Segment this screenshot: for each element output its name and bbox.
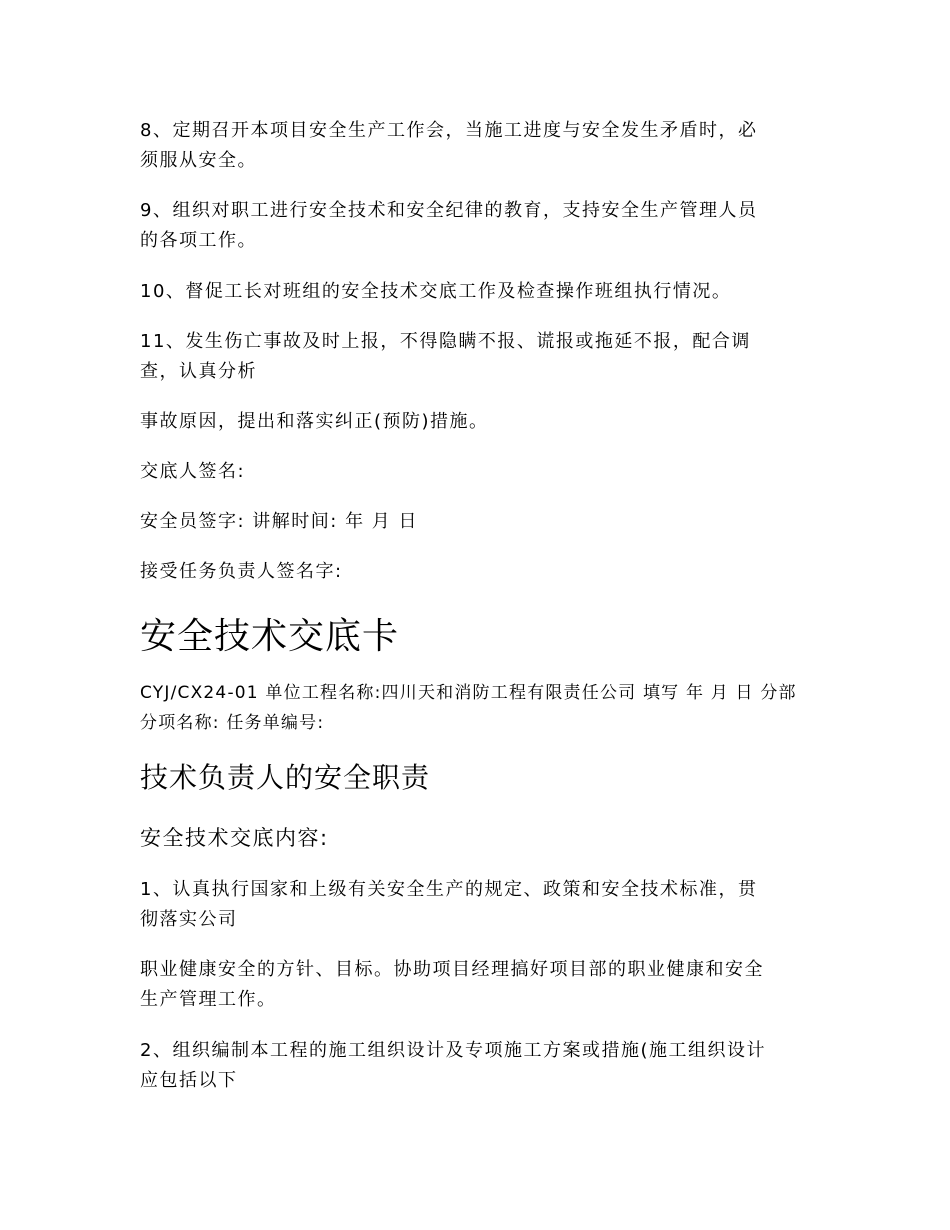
task-leader-signature (140, 557, 815, 587)
text-line: 1、认真执行国家和上级有关安全生产的规定、政策和安全技术标准，贯 (140, 879, 758, 900)
presenter-signature (140, 457, 815, 487)
text-line: 9、组织对职工进行安全技术和安全纪律的教育，支持安全生产管理人员 (140, 200, 758, 221)
paragraph-item-1 (140, 875, 815, 935)
text-line: 生产管理工作。 (140, 989, 277, 1010)
text-line: 应包括以下 (140, 1070, 238, 1091)
text-line: 接受任务负责人签名字: (140, 561, 343, 582)
card-info (140, 678, 815, 738)
card-title: 安全技术交底卡 (140, 616, 400, 657)
text-line: 10、督促工长对班组的安全技术交底工作及检查操作班组执行情况。 (140, 281, 732, 302)
paragraph-item-10 (140, 277, 815, 307)
text-line: 交底人签名: (140, 461, 246, 482)
paragraph-item-8 (140, 116, 815, 176)
text-line: 的各项工作。 (140, 230, 257, 251)
text-line: 彻落实公司 (140, 909, 238, 930)
text-line: 11、发生伤亡事故及时上报，不得隐瞒不报、谎报或拖延不报，配合调 (140, 331, 751, 352)
text-line: 分项名称: 任务单编号: (140, 713, 325, 733)
paragraph-ohs-policy (140, 955, 815, 1015)
safety-officer-signature (140, 507, 815, 537)
text-line: 职业健康安全的方针、目标。协助项目经理搞好项目部的职业健康和安全 (140, 959, 764, 980)
text-line: 2、组织编制本工程的施工组织设计及专项施工方案或措施(施工组织设计 (140, 1040, 766, 1061)
paragraph-accident-cause (140, 407, 815, 437)
text-line: 事故原因，提出和落实纠正(预防)措施。 (140, 411, 489, 432)
paragraph-item-9 (140, 196, 815, 256)
section-title: 技术负责人的安全职责 (140, 761, 431, 794)
content-heading: 安全技术交底内容: (140, 826, 329, 850)
text-line: 安全员签字: 讲解时间: 年 月 日 (140, 511, 419, 532)
text-line: 须服从安全。 (140, 150, 257, 171)
paragraph-item-2 (140, 1036, 815, 1096)
text-line: 8、定期召开本项目安全生产工作会，当施工进度与安全发生矛盾时，必 (140, 120, 758, 141)
paragraph-item-11 (140, 327, 815, 387)
text-line: 查，认真分析 (140, 361, 257, 382)
text-line: CYJ/CX24-01 单位工程名称:四川天和消防工程有限责任公司 填写 年 月 日 分部 (140, 683, 797, 703)
